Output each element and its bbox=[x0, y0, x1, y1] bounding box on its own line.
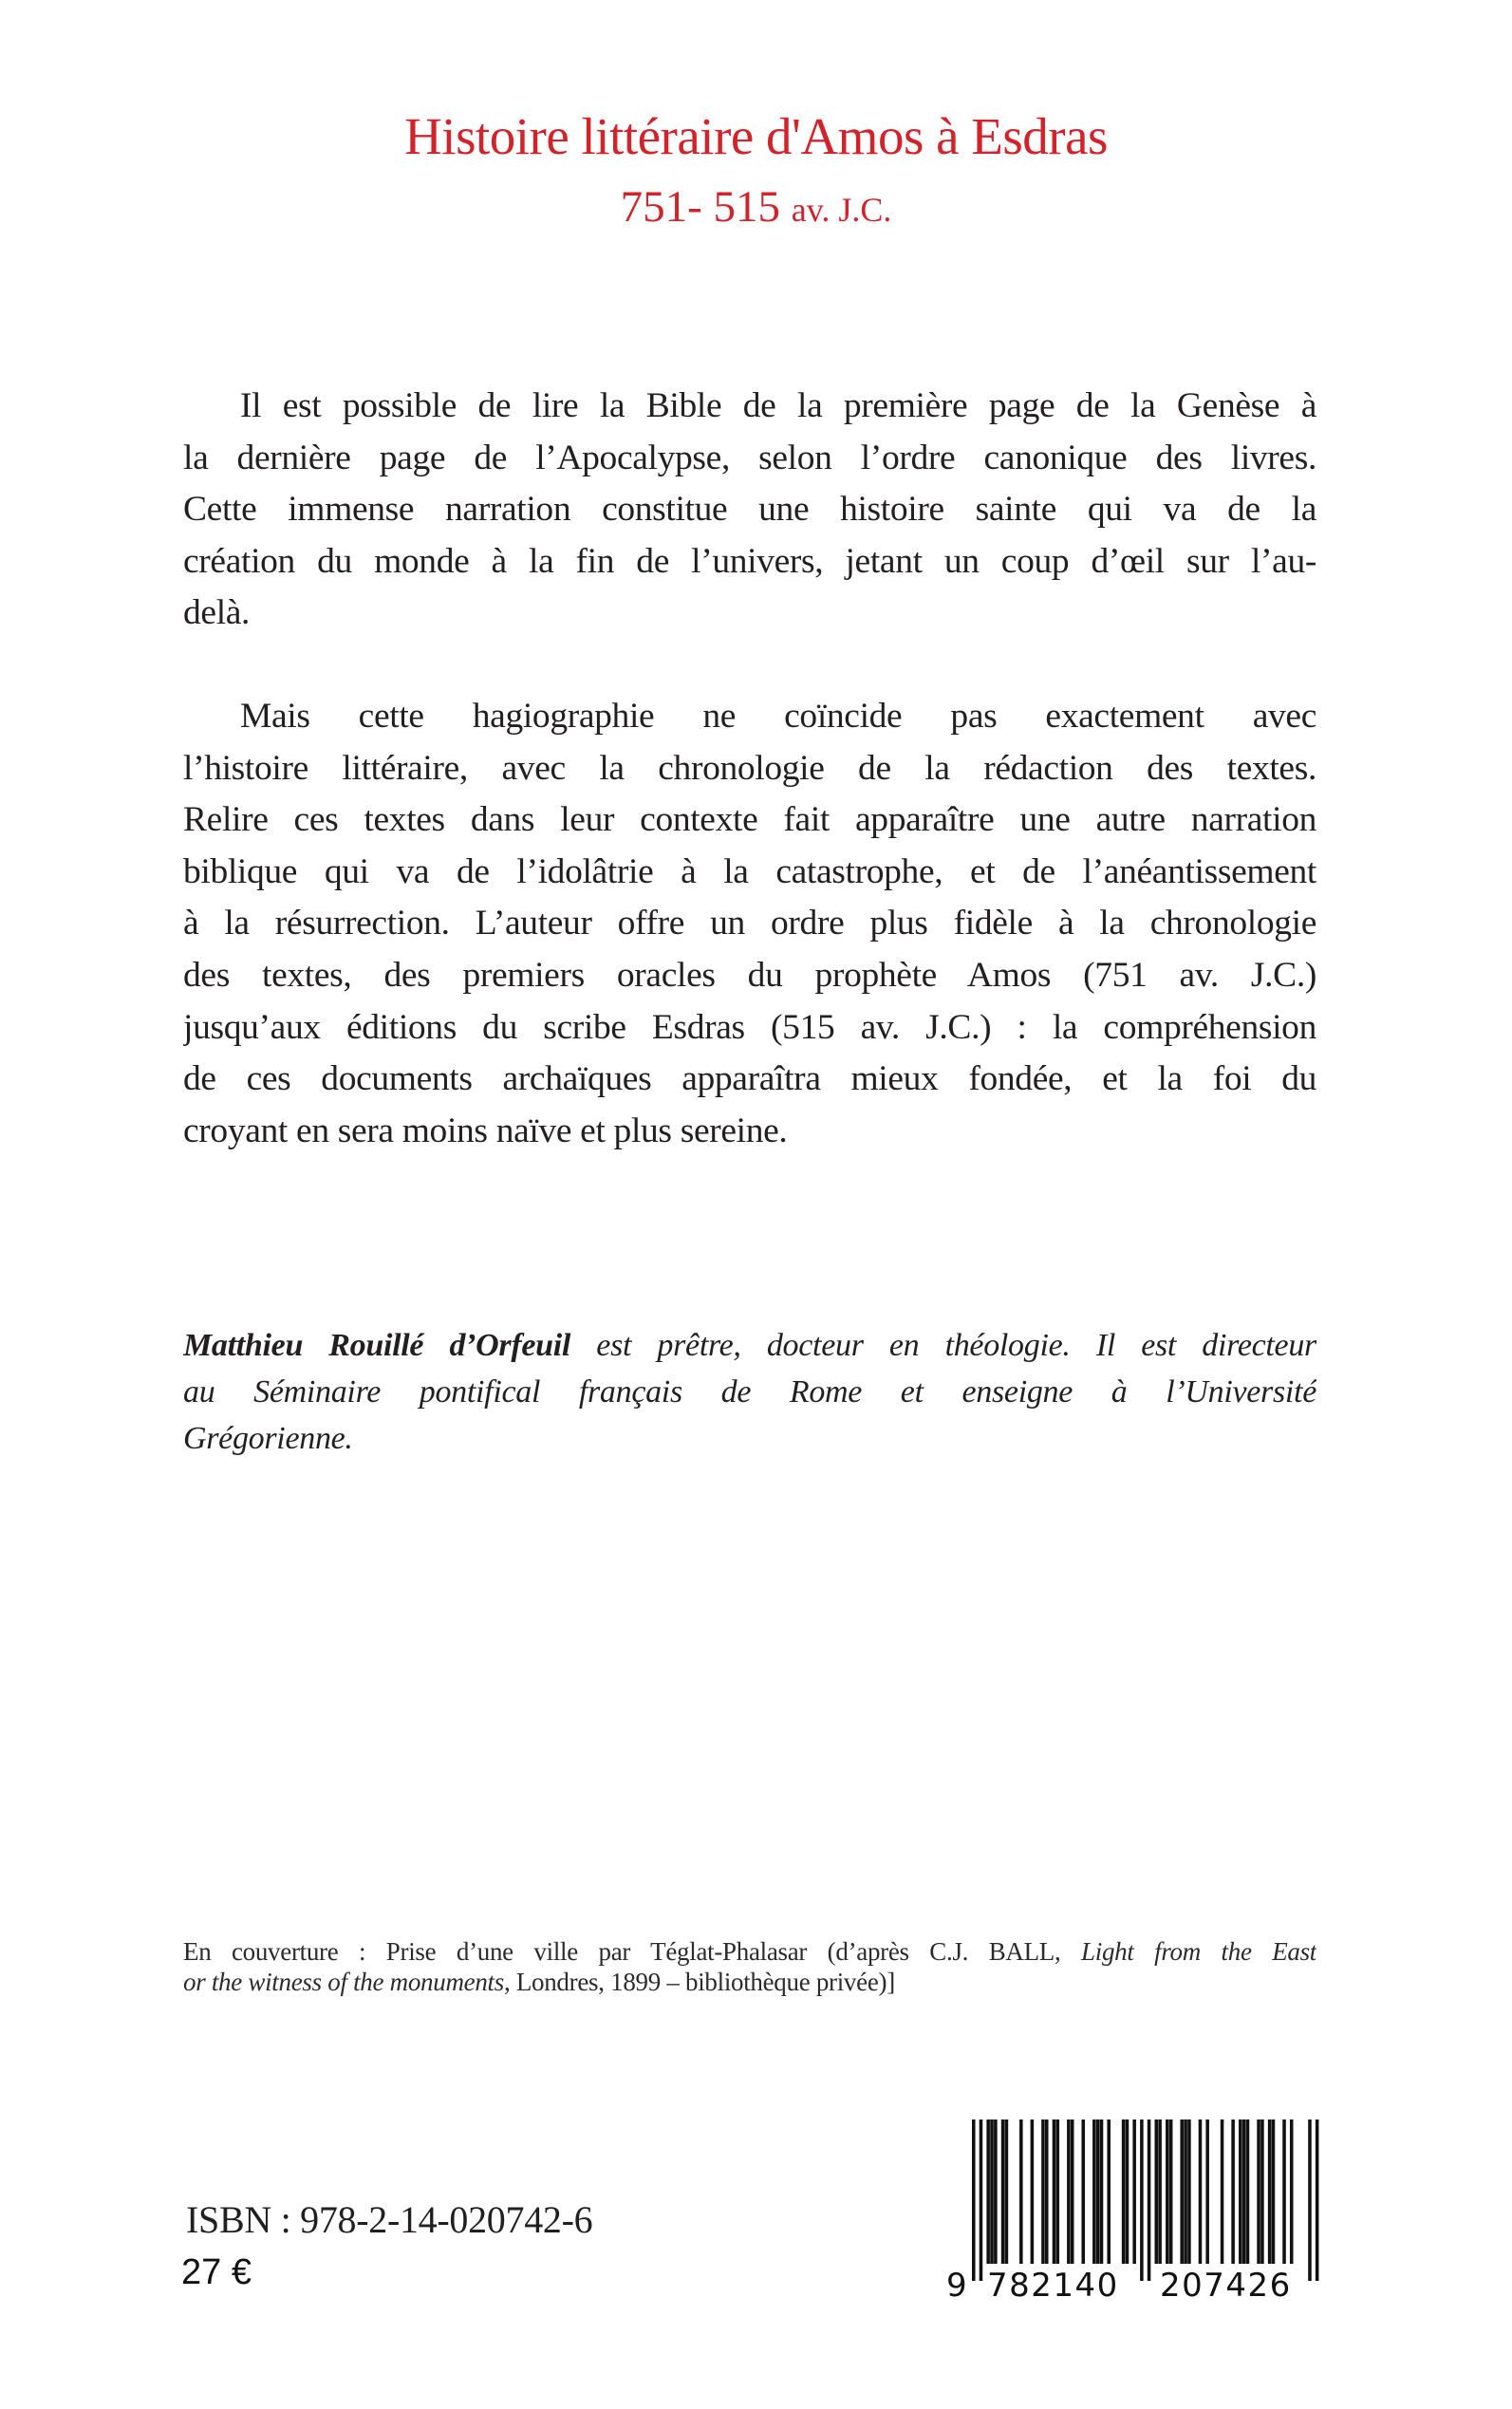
barcode-bar bbox=[986, 2120, 990, 2264]
barcode-bar bbox=[990, 2120, 994, 2264]
barcode-bar bbox=[1019, 2120, 1023, 2264]
barcode-bar bbox=[1148, 2120, 1151, 2281]
credit-text: En couverture : Prise d’une ville par Téglat-Phalasar (d’après C.J. BALL, bbox=[183, 1937, 1082, 1966]
author-bio-text: est prêtre, docteur en théologie. Il est directeur bbox=[570, 1328, 1316, 1363]
work-title: Light from the East bbox=[1081, 1937, 1316, 1966]
text-line: création du monde à la fin de l’univers, jetant un coup d’œil sur l’au- bbox=[183, 541, 1316, 581]
barcode-bar bbox=[1082, 2120, 1086, 2264]
barcode-bar bbox=[1221, 2120, 1224, 2264]
barcode-bar bbox=[1231, 2120, 1235, 2264]
barcode-bar bbox=[1041, 2120, 1045, 2264]
barcode-bar bbox=[1308, 2120, 1312, 2281]
cover-credit-line bbox=[183, 1967, 1316, 1997]
book-title: Histoire littéraire d'Amos à Esdras bbox=[404, 107, 1108, 165]
barcode-bar bbox=[1205, 2120, 1209, 2264]
work-title: or the witness of the monuments bbox=[183, 1968, 504, 1996]
barcode-bar bbox=[1184, 2120, 1187, 2264]
barcode-bar bbox=[1132, 2120, 1136, 2264]
barcode-bar bbox=[994, 2120, 998, 2264]
barcode-bar bbox=[1096, 2120, 1100, 2264]
barcode-bar bbox=[1290, 2120, 1294, 2264]
barcode-bar bbox=[1126, 2120, 1129, 2264]
barcode-bar bbox=[1246, 2120, 1250, 2264]
barcode-bar bbox=[980, 2120, 983, 2281]
cover-credit bbox=[183, 1936, 1316, 1997]
barcode-bar bbox=[1053, 2120, 1056, 2264]
barcode-bar bbox=[1045, 2120, 1049, 2264]
barcode bbox=[940, 2112, 1329, 2306]
date-range: 751- 515 bbox=[620, 182, 780, 232]
barcode-bar bbox=[1005, 2120, 1009, 2264]
author-bio bbox=[183, 1322, 1316, 1462]
barcode-bar bbox=[1239, 2120, 1242, 2264]
text-line: Mais cette hagiographie ne coïncide pas exactement avec bbox=[240, 697, 1316, 736]
barcode-left-digits: 782140 bbox=[987, 2267, 1119, 2305]
text-line: croyant en sera moins naïve et plus sereine. bbox=[183, 1111, 788, 1150]
cover-credit-line bbox=[183, 1936, 1316, 1967]
barcode-bar bbox=[1272, 2120, 1276, 2264]
barcode-bar bbox=[1092, 2120, 1096, 2264]
text-line: de ces documents archaïques apparaîtra mieux fondée, et la foi du bbox=[183, 1059, 1316, 1099]
paragraph-2 bbox=[183, 691, 1316, 1157]
barcode-bar bbox=[1100, 2120, 1104, 2264]
barcode-bar bbox=[1166, 2120, 1169, 2264]
barcode-bar bbox=[1268, 2120, 1272, 2264]
text-line: la dernière page de l’Apocalypse, selon l’ordre canonique des livres. bbox=[183, 438, 1316, 477]
price-label: 27 € bbox=[181, 2252, 252, 2292]
author-bio-line: au Séminaire pontifical français de Rome et enseigne à l’Université bbox=[183, 1374, 1316, 1410]
text-line: Il est possible de lire la Bible de la première page de la Genèse à bbox=[240, 386, 1316, 425]
credit-text: , Londres, 1899 – bibliothèque privée)] bbox=[503, 1968, 895, 1996]
text-line: à la résurrection. L’auteur offre un ordre plus fidèle à la chronologie bbox=[183, 904, 1316, 943]
barcode-bar bbox=[1187, 2120, 1191, 2264]
barcode-bar bbox=[1071, 2120, 1074, 2264]
author-bio-line: Grégorienne. bbox=[183, 1421, 353, 1456]
barcode-bar bbox=[1001, 2120, 1005, 2264]
author-bio-line bbox=[183, 1322, 1316, 1369]
isbn-label: ISBN : 978-2-14-020742-6 bbox=[186, 2198, 593, 2241]
barcode-bar bbox=[1260, 2120, 1264, 2264]
barcode-bar bbox=[1199, 2120, 1203, 2264]
barcode-bar bbox=[972, 2120, 976, 2281]
text-line: l’histoire littéraire, avec la chronologie de la rédaction des textes. bbox=[183, 748, 1316, 788]
barcode-bar bbox=[1056, 2120, 1060, 2264]
barcode-bar bbox=[1257, 2120, 1260, 2264]
barcode-bar bbox=[1140, 2120, 1144, 2281]
barcode-bar bbox=[1155, 2120, 1159, 2264]
author-name: Matthieu Rouillé d’Orfeuil bbox=[183, 1328, 571, 1363]
text-line: jusqu’aux éditions du scribe Esdras (515 av. J.C.) : la compréhension bbox=[183, 1007, 1316, 1047]
barcode-bar bbox=[1242, 2120, 1246, 2264]
barcode-bar bbox=[1031, 2120, 1035, 2264]
book-subtitle bbox=[0, 180, 1512, 236]
barcode-bar bbox=[1107, 2120, 1111, 2264]
era-label: av. J.C. bbox=[791, 191, 892, 229]
barcode-bar bbox=[1158, 2120, 1162, 2264]
barcode-lead-digit: 9 bbox=[946, 2267, 967, 2305]
text-line: des textes, des premiers oracles du prophète Amos (751 av. J.C.) bbox=[183, 955, 1316, 995]
barcode-bar bbox=[1067, 2120, 1071, 2264]
barcode-bar bbox=[1122, 2120, 1126, 2264]
barcode-bar bbox=[1282, 2120, 1286, 2264]
barcode-bar bbox=[1316, 2120, 1319, 2281]
text-line: Relire ces textes dans leur contexte fait apparaître une autre narration bbox=[183, 800, 1316, 840]
text-line: biblique qui va de l’idolâtrie à la catastrophe, et de l’anéantissement bbox=[183, 851, 1316, 891]
barcode-bar bbox=[1180, 2120, 1184, 2264]
barcode-bar bbox=[1169, 2120, 1173, 2264]
barcode-bars bbox=[972, 2120, 1318, 2281]
text-line: Cette immense narration constitue une histoire sainte qui va de la bbox=[183, 490, 1316, 530]
paragraph-1 bbox=[183, 381, 1316, 640]
text-line: delà. bbox=[183, 593, 251, 633]
barcode-right-digits: 207426 bbox=[1160, 2267, 1292, 2305]
